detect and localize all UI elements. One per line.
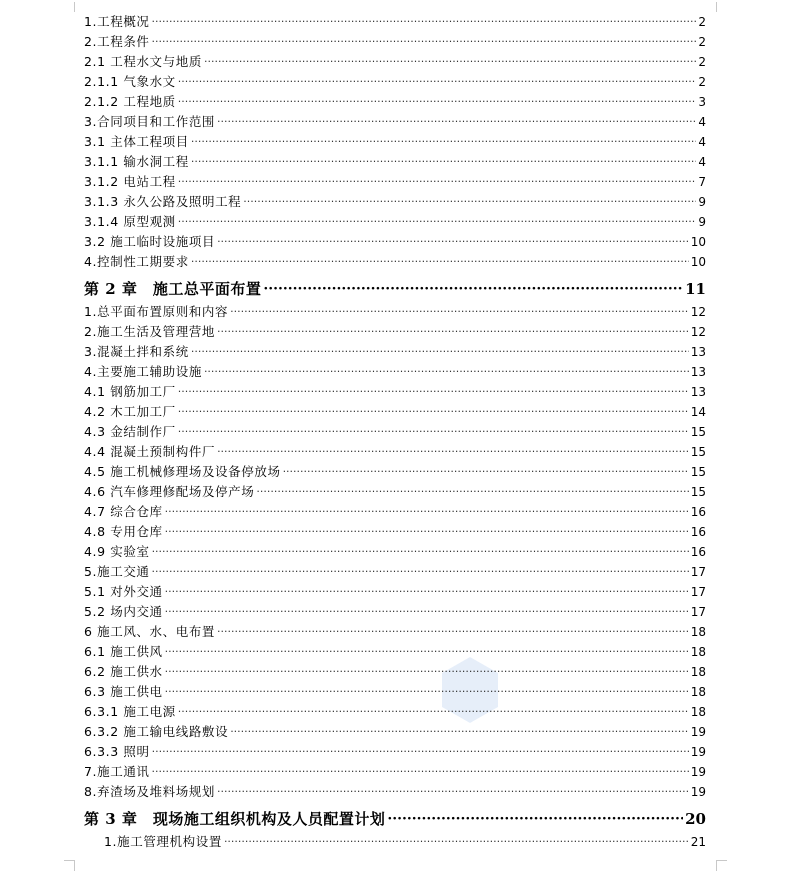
page-corner-mark: [716, 860, 727, 871]
toc-page-number: 13: [690, 345, 706, 359]
toc-page-number: 11: [685, 280, 706, 298]
toc-entry-line[interactable]: [84, 324, 706, 340]
toc-entry-title: 4.9 实验室: [84, 544, 150, 559]
toc-page-number: 19: [690, 745, 706, 759]
toc-entry-title: 3.合同项目和工作范围: [84, 114, 216, 129]
toc-dot-leader: [178, 384, 689, 400]
toc-page-number: 4: [698, 135, 706, 149]
toc-entry-line[interactable]: [84, 134, 706, 150]
toc-entry-line[interactable]: [84, 154, 706, 170]
toc-entry-line[interactable]: [84, 664, 706, 680]
toc-page-number: 17: [690, 605, 706, 619]
toc-page-number: 18: [690, 665, 706, 679]
toc-page-number: 4: [698, 115, 706, 129]
toc-entry-title: 3.1.1 输水洞工程: [84, 154, 189, 169]
toc-entry-title: 5.施工交通: [84, 564, 150, 579]
toc-entry-title: 4.主要施工辅助设施: [84, 364, 202, 379]
toc-dot-leader: [178, 74, 697, 90]
toc-chapter-line[interactable]: [84, 808, 706, 830]
toc-page-number: 9: [698, 215, 706, 229]
toc-entry-title: 6.3 施工供电: [84, 684, 163, 699]
toc-page-number: 19: [690, 785, 706, 799]
toc-dot-leader: [191, 154, 696, 170]
toc-entry-title: 4.控制性工期要求: [84, 254, 189, 269]
toc-dot-leader: [178, 214, 697, 230]
toc-entry-title: 2.施工生活及管理营地: [84, 324, 216, 339]
toc-entry-line[interactable]: [84, 704, 706, 720]
toc-entry-line[interactable]: [84, 724, 706, 740]
toc-entry-title: 5.2 场内交通: [84, 604, 163, 619]
toc-page-number: 17: [690, 565, 706, 579]
toc-entry-line[interactable]: [84, 784, 706, 800]
toc-dot-leader: [256, 484, 688, 500]
toc-entry-line[interactable]: [84, 74, 706, 90]
toc-dot-leader: [217, 624, 689, 640]
toc-entry-line[interactable]: [84, 404, 706, 420]
toc-entry-title: 6 施工风、水、电布置: [84, 624, 216, 639]
toc-page-number: 16: [690, 505, 706, 519]
toc-entry-line[interactable]: [84, 584, 706, 600]
toc-entry-title: 2.1.2 工程地质: [84, 94, 176, 109]
toc-dot-leader: [178, 404, 689, 420]
toc-page-number: 21: [690, 835, 706, 849]
toc-dot-leader: [165, 524, 689, 540]
toc-entry-title: 5.1 对外交通: [84, 584, 163, 599]
toc-page-number: 15: [690, 445, 706, 459]
toc-dot-leader: [217, 784, 689, 800]
toc-dot-leader: [204, 364, 689, 380]
toc-entry-title: 4.4 混凝土预制构件厂: [84, 444, 216, 459]
toc-entry-title: 2.1 工程水文与地质: [84, 54, 202, 69]
toc-page-number: 10: [690, 235, 706, 249]
toc-entry-line[interactable]: [84, 744, 706, 760]
toc-dot-leader: [204, 54, 696, 70]
toc-page-number: 16: [690, 545, 706, 559]
toc-entry-line[interactable]: [84, 504, 706, 520]
toc-entry-title: 1.工程概况: [84, 14, 150, 29]
toc-dot-leader: [152, 744, 689, 760]
toc-entry-line[interactable]: [84, 484, 706, 500]
page-corner-mark: [716, 2, 727, 12]
toc-dot-leader: [191, 134, 697, 150]
toc-page-number: 2: [698, 75, 706, 89]
toc-entry-line[interactable]: [84, 54, 706, 70]
toc-entry-line[interactable]: [84, 444, 706, 460]
toc-dot-leader: [178, 704, 689, 720]
toc-entry-title: 6.3.2 施工输电线路敷设: [84, 724, 229, 739]
toc-entry-title: 4.3 金结制作厂: [84, 424, 176, 439]
toc-page-number: 15: [690, 425, 706, 439]
toc-entry-title: 6.3.1 施工电源: [84, 704, 176, 719]
toc-dot-leader: [217, 324, 689, 340]
toc-page-number: 3: [698, 95, 706, 109]
toc-page-number: 18: [690, 705, 706, 719]
toc-page-number: 13: [690, 385, 706, 399]
toc-entry-line[interactable]: [84, 174, 706, 190]
toc-dot-leader: [263, 278, 683, 300]
toc-entry-line[interactable]: [84, 234, 706, 250]
toc-entry-line[interactable]: [84, 384, 706, 400]
toc-entry-title: 4.2 木工加工厂: [84, 404, 176, 419]
toc-page-number: 12: [690, 325, 706, 339]
toc-dot-leader: [152, 764, 689, 780]
toc-entry-title: 4.1 钢筋加工厂: [84, 384, 176, 399]
toc-dot-leader: [283, 464, 689, 480]
toc-page-number: 20: [685, 810, 706, 828]
toc-entry-title: 第 2 章 施工总平面布置: [84, 280, 262, 298]
toc-entry-title: 8.弃渣场及堆料场规划: [84, 784, 216, 799]
toc-page-number: 18: [690, 685, 706, 699]
page-corner-mark: [64, 2, 75, 12]
toc-dot-leader: [217, 234, 689, 250]
toc-dot-leader: [243, 194, 696, 210]
toc-entry-title: 6.3.3 照明: [84, 744, 150, 759]
toc-entry-line[interactable]: [104, 834, 706, 850]
toc-entry-line[interactable]: [84, 344, 706, 360]
toc-dot-leader: [152, 14, 697, 30]
toc-dot-leader: [387, 808, 683, 830]
toc-entry-line[interactable]: [84, 424, 706, 440]
toc-entry-line[interactable]: [84, 764, 706, 780]
toc-page-number: 19: [690, 725, 706, 739]
toc-dot-leader: [217, 444, 689, 460]
toc-page-number: 15: [690, 485, 706, 499]
toc-dot-leader: [191, 344, 689, 360]
toc-dot-leader: [165, 644, 689, 660]
toc-entry-line[interactable]: [84, 194, 706, 210]
toc-chapter-line[interactable]: [84, 278, 706, 300]
toc-dot-leader: [230, 724, 689, 740]
toc-entry-line[interactable]: [84, 524, 706, 540]
toc-entry-title: 4.7 综合仓库: [84, 504, 163, 519]
toc-entry-title: 第 3 章 现场施工组织机构及人员配置计划: [84, 810, 386, 828]
toc-dot-leader: [217, 114, 696, 130]
toc-dot-leader: [178, 174, 697, 190]
toc-entry-line[interactable]: [84, 544, 706, 560]
toc-entry-title: 3.2 施工临时设施项目: [84, 234, 216, 249]
toc-page-number: 10: [690, 255, 706, 269]
toc-dot-leader: [165, 584, 689, 600]
toc-page-number: 2: [698, 35, 706, 49]
toc-entry-title: 2.1.1 气象水文: [84, 74, 176, 89]
toc-entry-title: 3.1 主体工程项目: [84, 134, 189, 149]
toc-dot-leader: [165, 684, 689, 700]
toc-entry-title: 4.6 汽车修理修配场及停产场: [84, 484, 255, 499]
toc-page-number: 2: [698, 15, 706, 29]
toc-entry-line[interactable]: [84, 214, 706, 230]
toc-entry-line[interactable]: [84, 464, 706, 480]
toc-dot-leader: [165, 504, 689, 520]
toc-dot-leader: [230, 304, 689, 320]
toc-entry-line[interactable]: [84, 14, 706, 30]
toc-entry-line[interactable]: [84, 34, 706, 50]
toc-entry-title: 6.2 施工供水: [84, 664, 163, 679]
toc-dot-leader: [178, 424, 689, 440]
toc-page-number: 4: [698, 155, 706, 169]
toc-dot-leader: [165, 604, 689, 620]
toc-entry-line[interactable]: [84, 304, 706, 320]
toc-entry-title: 1.总平面布置原则和内容: [84, 304, 229, 319]
toc-entry-line[interactable]: [84, 254, 706, 270]
toc-entry-title: 1.施工管理机构设置: [104, 834, 222, 849]
toc-dot-leader: [152, 564, 689, 580]
toc-page-number: 13: [690, 365, 706, 379]
toc-page-number: 2: [698, 55, 706, 69]
toc-page-number: 17: [690, 585, 706, 599]
toc-entry-line[interactable]: [84, 644, 706, 660]
toc-entry-title: 3.1.3 永久公路及照明工程: [84, 194, 242, 209]
toc-page-number: 18: [690, 645, 706, 659]
toc-dot-leader: [191, 254, 689, 270]
toc-entry-line[interactable]: [84, 624, 706, 640]
toc-entry-title: 6.1 施工供风: [84, 644, 163, 659]
toc-page-number: 14: [690, 405, 706, 419]
toc-entry-line[interactable]: [84, 114, 706, 130]
toc-page-number: 7: [698, 175, 706, 189]
toc-entry-title: 4.5 施工机械修理场及设备停放场: [84, 464, 281, 479]
toc-entry-title: 3.1.2 电站工程: [84, 174, 176, 189]
toc-page-number: 15: [690, 465, 706, 479]
toc-entry-title: 7.施工通讯: [84, 764, 150, 779]
toc-dot-leader: [152, 34, 697, 50]
toc-entry-line[interactable]: [84, 564, 706, 580]
toc-entry-line[interactable]: [84, 364, 706, 380]
toc-dot-leader: [224, 834, 689, 850]
toc-entry-title: 4.8 专用仓库: [84, 524, 163, 539]
toc-entry-line[interactable]: [84, 94, 706, 110]
toc-entry-title: 2.工程条件: [84, 34, 150, 49]
toc-dot-leader: [165, 664, 689, 680]
toc-page-number: 18: [690, 625, 706, 639]
toc-page-number: 12: [690, 305, 706, 319]
toc-page-number: 16: [690, 525, 706, 539]
toc-entry-line[interactable]: [84, 604, 706, 620]
toc-entry-title: 3.混凝土拌和系统: [84, 344, 189, 359]
toc-dot-leader: [178, 94, 697, 110]
toc-entry-line[interactable]: [84, 684, 706, 700]
toc-entry-title: 3.1.4 原型观测: [84, 214, 176, 229]
page-corner-mark: [64, 860, 75, 871]
toc-dot-leader: [152, 544, 689, 560]
toc-page-number: 9: [698, 195, 706, 209]
toc-page-number: 19: [690, 765, 706, 779]
